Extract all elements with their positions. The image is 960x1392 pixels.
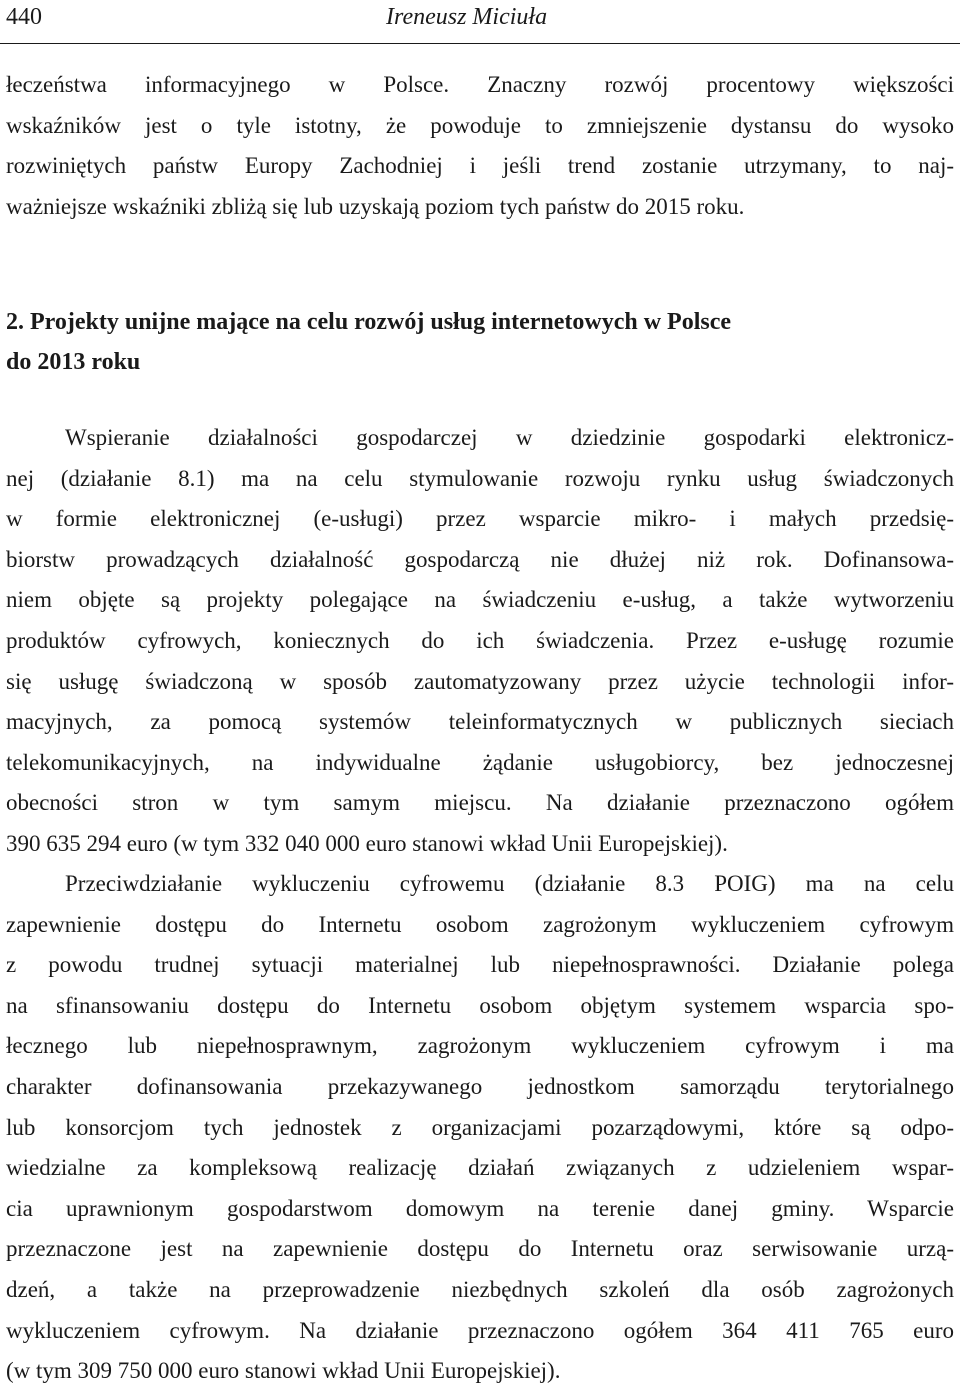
text-line: telekomunikacyjnych, na indywidualne żądanie usługobiorcy, bez jednoczesnej [6, 749, 954, 775]
paragraph-intro [6, 65, 954, 227]
text-line: zapewnienie dostępu do Internetu osobom zagrożonym wykluczeniem cyfrowym [6, 911, 954, 937]
text-line: obecności stron w tym samym miejscu. Na działanie przeznaczono ogółem [6, 790, 954, 816]
text-line: z powodu trudnej sytuacji materialnej lub niepełnosprawności. Działanie polega [6, 952, 954, 978]
text-line: produktów cyfrowych, koniecznych do ich świadczenia. Przez e-usługę rozumie [6, 627, 954, 653]
text-line: wykluczeniem cyfrowym. Na działanie przeznaczono ogółem 364 411 765 euro [6, 1317, 954, 1343]
text-line: charakter dofinansowania przekazywanego jednostkom samorządu terytorialnego [6, 1073, 954, 1099]
text-line: na sfinansowaniu dostępu do Internetu osobom objętym systemem wsparcia spo- [6, 992, 954, 1018]
text-line: łeczeństwa informacyjnego w Polsce. Znaczny rozwój procentowy większości [6, 72, 954, 97]
text-line: wiedzialne za kompleksową realizację działań związanych z udzieleniem wspar- [6, 1155, 954, 1181]
heading-line: do 2013 roku [6, 349, 141, 375]
text-line: 390 635 294 euro (w tym 332 040 000 euro stanowi wkład Unii Europejskiej). [6, 830, 728, 856]
text-line: cia uprawnionym gospodarstwom domowym na terenie danej gminy. Wsparcie [6, 1195, 954, 1221]
paragraph-digital-exclusion [6, 864, 954, 1392]
section-heading [6, 302, 954, 382]
text-line: ważniejsze wskaźniki zbliżą się lub uzyskają poziom tych państw do 2015 roku. [6, 193, 745, 219]
text-line: Przeciwdziałanie wykluczeniu cyfrowemu (działanie 8.3 POIG) ma na celu [65, 871, 954, 896]
text-line: nej (działanie 8.1) ma na celu stymulowanie rozwoju rynku usług świadczonych [6, 465, 954, 491]
text-line: w formie elektronicznej (e-usługi) przez wsparcie mikro- i małych przedsię- [6, 506, 954, 532]
text-line: Wspieranie działalności gospodarczej w dziedzinie gospodarki elektronicz- [65, 425, 954, 450]
page-number: 440 [6, 4, 42, 30]
text-line: biorstw prowadzących działalność gospodarczą nie dłużej niż rok. Dofinansowa- [6, 546, 954, 572]
text-line: macyjnych, za pomocą systemów teleinformatycznych w publicznych sieciach [6, 709, 954, 735]
text-line: łecznego lub niepełnosprawnym, zagrożonym wykluczeniem cyfrowym i ma [6, 1033, 954, 1059]
paragraph-e-services [6, 418, 954, 865]
text-line: lub konsorcjom tych jednostek z organizacjami pozarządowymi, które są odpo- [6, 1114, 954, 1140]
text-line: się usługę świadczoną w sposób zautomatyzowany przez użycie technologii infor- [6, 668, 954, 694]
header-rule [0, 43, 960, 44]
running-head-author: Ireneusz Miciuła [386, 4, 548, 30]
page-header [0, 0, 960, 48]
text-line: niem objęte są projekty polegające na świadczeniu e-usług, a także wytworzeniu [6, 587, 954, 613]
text-line: przeznaczone jest na zapewnienie dostępu do Internetu oraz serwisowanie urzą- [6, 1236, 954, 1262]
heading-line: 2. Projekty unijne mające na celu rozwój usług internetowych w Polsce [6, 309, 732, 335]
text-line: wskaźników jest o tyle istotny, że powoduje to zmniejszenie dystansu do wysoko [6, 112, 954, 138]
text-line: (w tym 309 750 000 euro stanowi wkład Unii Europejskiej). [6, 1358, 561, 1384]
text-line: rozwiniętych państw Europy Zachodniej i jeśli trend zostanie utrzymany, to naj- [6, 153, 954, 179]
text-line: dzeń, a także na przeprowadzenie niezbędnych szkoleń dla osób zagrożonych [6, 1276, 954, 1302]
